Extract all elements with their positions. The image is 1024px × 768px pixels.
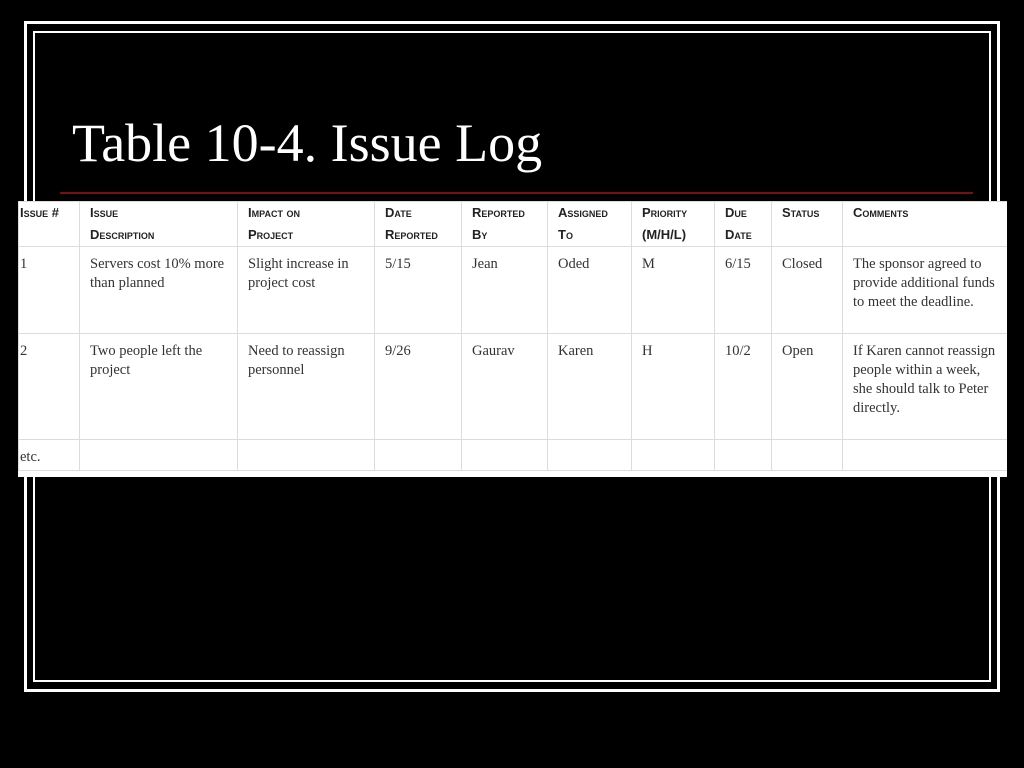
cell-comments: The sponsor agreed to provide additional funds to meet the deadline. [843,247,1008,334]
cell-status: Closed [772,247,843,334]
cell-impact-on-project: Slight increase in project cost [238,247,375,334]
cell-comments [843,440,1008,471]
cell-impact-on-project [238,440,375,471]
cell-issue-description: Servers cost 10% more than planned [80,247,238,334]
cell-due-date: 6/15 [715,247,772,334]
cell-impact-on-project: Need to reassign personnel [238,334,375,440]
cell-due-date [715,440,772,471]
cell-priority: H [632,334,715,440]
cell-reported-by: Gaurav [462,334,548,440]
header-priority: Priority (M/H/L) [632,202,715,247]
header-due-date: Due Date [715,202,772,247]
cell-assigned-to: Karen [548,334,632,440]
cell-issue-number: etc. [19,440,80,471]
cell-reported-by [462,440,548,471]
header-assigned-to: Assigned To [548,202,632,247]
header-reported-by: Reported By [462,202,548,247]
table-row [19,334,1008,440]
cell-issue-description: Two people left the project [80,334,238,440]
cell-issue-number: 1 [19,247,80,334]
cell-due-date: 10/2 [715,334,772,440]
table-row [19,440,1008,471]
cell-date-reported: 5/15 [375,247,462,334]
title-underline [60,192,973,194]
cell-assigned-to [548,440,632,471]
issue-log-table [18,201,1007,471]
issue-log-table-container [18,201,1007,477]
table-header-row [19,202,1008,247]
cell-issue-number: 2 [19,334,80,440]
cell-date-reported [375,440,462,471]
cell-issue-description [80,440,238,471]
header-issue-description: Issue Description [80,202,238,247]
header-comments: Comments [843,202,1008,247]
cell-priority: M [632,247,715,334]
cell-status [772,440,843,471]
cell-assigned-to: Oded [548,247,632,334]
header-date-reported: Date Reported [375,202,462,247]
header-status: Status [772,202,843,247]
header-issue-number: Issue # [19,202,80,247]
cell-date-reported: 9/26 [375,334,462,440]
slide-title: Table 10-4. Issue Log [72,113,543,173]
header-impact-on-project: Impact on Project [238,202,375,247]
table-row [19,247,1008,334]
cell-reported-by: Jean [462,247,548,334]
cell-status: Open [772,334,843,440]
cell-priority [632,440,715,471]
cell-comments: If Karen cannot reassign people within a week, she should talk to Peter directly. [843,334,1008,440]
